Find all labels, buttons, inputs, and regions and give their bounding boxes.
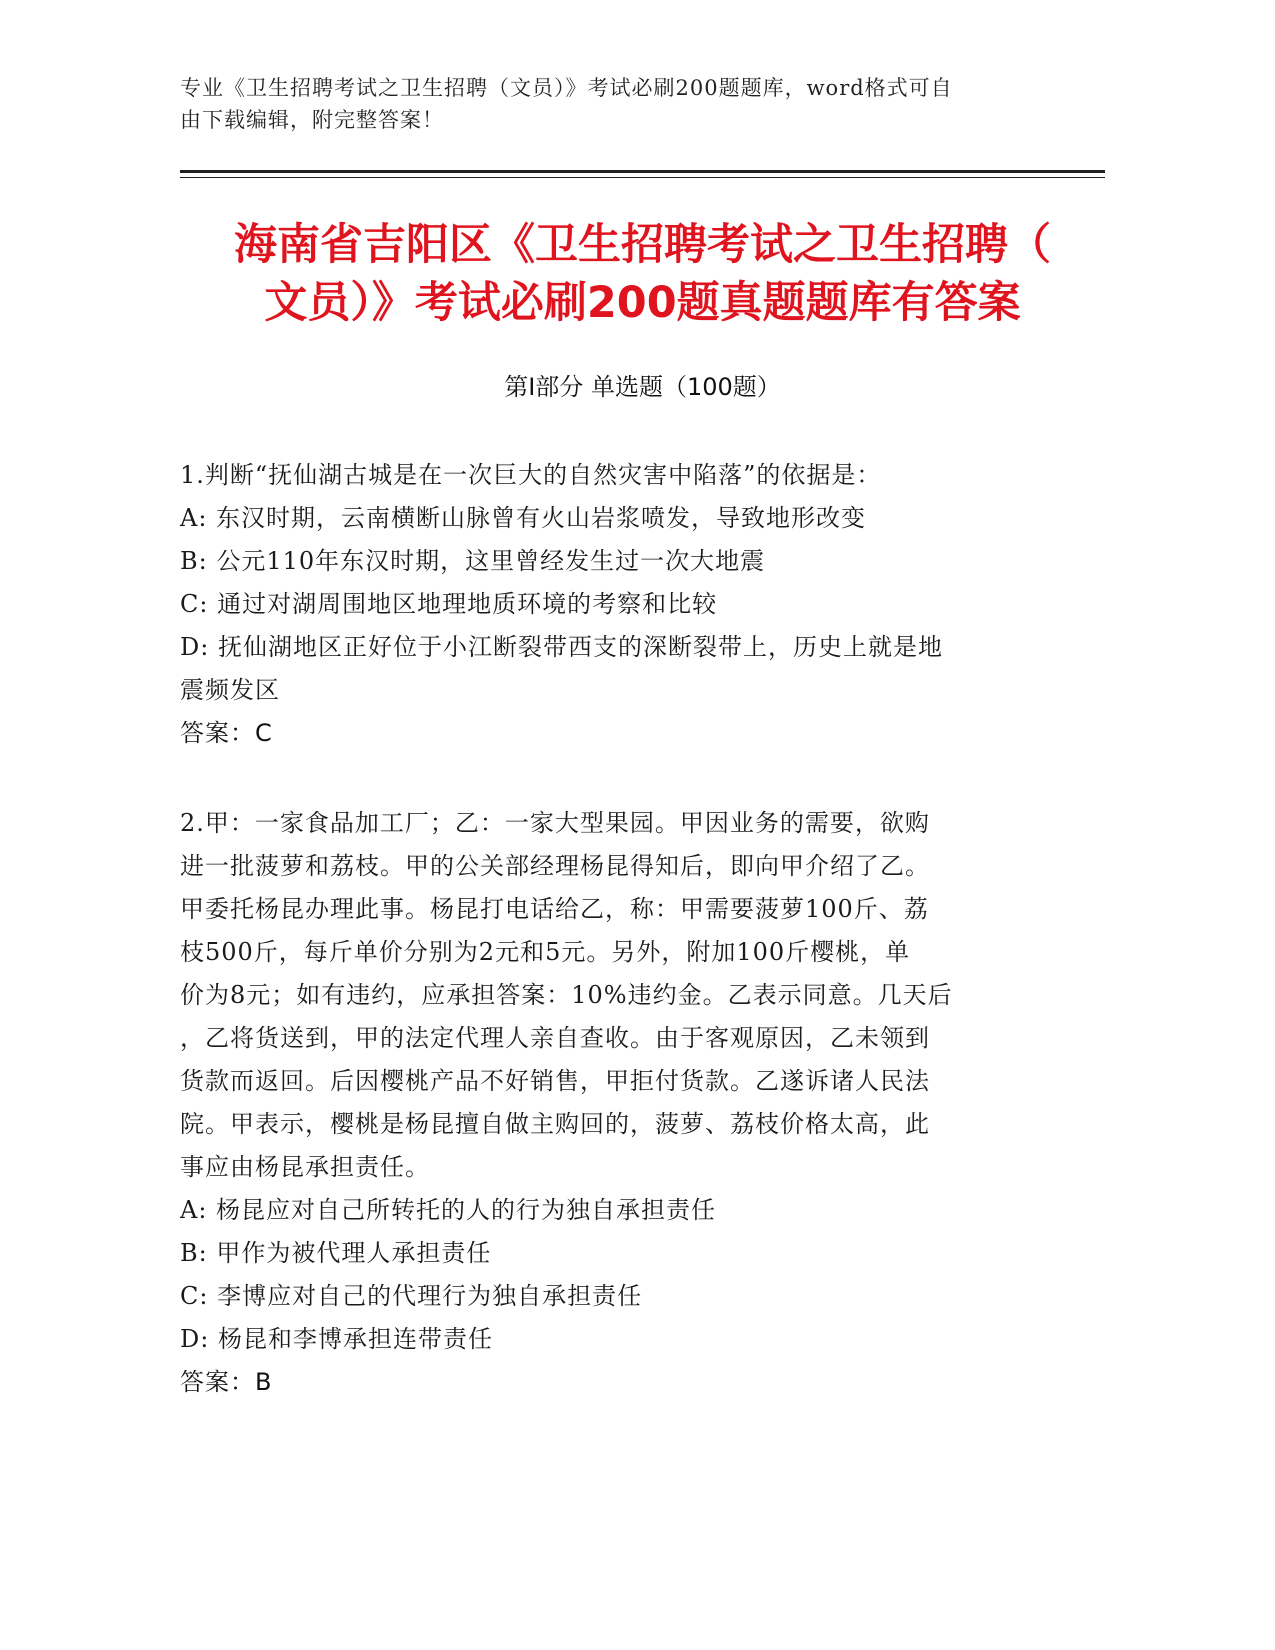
header-divider-thick [180,170,1105,173]
option-c: C: 李博应对自己的代理行为独自承担责任 [180,1282,643,1310]
question-stem: 甲委托杨昆办理此事。杨昆打电话给乙，称：甲需要菠萝100斤、荔 [180,895,929,923]
option-b: B: 甲作为被代理人承担责任 [180,1239,492,1267]
option-a: A: 东汉时期，云南横断山脉曾有火山岩浆喷发，导致地形改变 [180,504,867,532]
section-heading: 第I部分 单选题（100题） [504,373,781,401]
answer-line: 答案：B [180,1368,273,1396]
option-d-continued: 震频发区 [180,676,280,704]
option-d: D: 抚仙湖地区正好位于小江断裂带西支的深断裂带上，历史上就是地 [180,633,943,661]
question-stem: 货款而返回。后因樱桃产品不好销售，甲拒付货款。乙遂诉诸人民法 [180,1067,930,1095]
question-stem: 1.判断“抚仙湖古城是在一次巨大的自然灾害中陷落”的依据是： [180,461,882,489]
document-title-line: 海南省吉阳区《卫生招聘考试之卫生招聘（ [234,220,1051,270]
option-c: C: 通过对湖周围地区地理地质环境的考察和比较 [180,590,718,618]
document-page [180,0,1105,1650]
question-1 [180,454,1030,755]
question-stem: 事应由杨昆承担责任。 [180,1153,430,1181]
question-stem: 进一批菠萝和荔枝。甲的公关部经理杨昆得知后，即向甲介绍了乙。 [180,852,930,880]
option-d: D: 杨昆和李博承担连带责任 [180,1325,493,1353]
question-stem: 2.甲：一家食品加工厂；乙：一家大型果园。甲因业务的需要，欲购 [180,809,930,837]
question-stem: 枝500斤，每斤单价分别为2元和5元。另外，附加100斤樱桃，单 [180,938,911,966]
header-note [180,72,1040,136]
question-stem: 院。甲表示，樱桃是杨昆擅自做主购回的，菠萝、荔枝价格太高，此 [180,1110,930,1138]
header-note-line: 专业《卫生招聘考试之卫生招聘（文员）》考试必刷200题题库，word格式可自 [180,76,953,100]
document-title-line: 文员）》考试必刷200题真题题库有答案 [264,278,1021,328]
question-stem: ，乙将货送到，甲的法定代理人亲自查收。由于客观原因，乙未领到 [180,1024,930,1052]
option-a: A: 杨昆应对自己所转托的人的行为独自承担责任 [180,1196,717,1224]
document-title [180,216,1105,332]
question-2 [180,802,1030,1404]
header-note-line: 由下载编辑，附完整答案！ [180,108,444,132]
answer-line: 答案：C [180,719,273,747]
question-stem: 价为8元；如有违约，应承担答案：10%违约金。乙表示同意。几天后 [180,981,953,1009]
header-divider-thin [180,177,1105,178]
option-b: B: 公元110年东汉时期，这里曾经发生过一次大地震 [180,547,766,575]
